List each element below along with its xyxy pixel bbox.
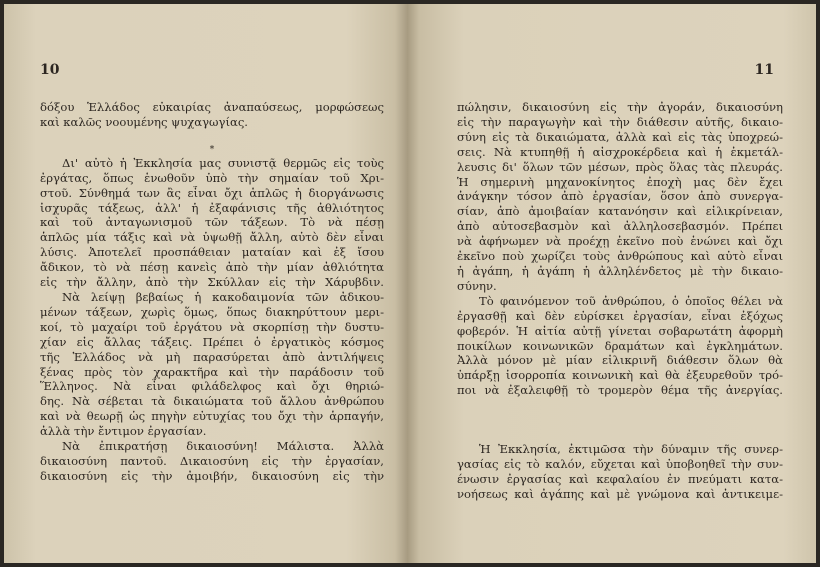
text-line: εἰς τὴν παραγωγὴν καὶ τὴν διάθεσιν αὐτῆς, δικαιο- [457, 114, 783, 129]
text-line: κοί, τὸ μαχαίρι τοῦ ἐργάτου νὰ σκορπίσῃ τὴν δυστυ- [40, 319, 384, 334]
text-line: Ἕλληνος. Νὰ εἶναι φιλάδελφος καὶ ὄχι θηριώ- [40, 379, 384, 394]
text-line: καὶ τοῦ ἀνταγωνισμοῦ τῶν τάξεων. Τὸ νὰ πέσῃ [40, 215, 384, 230]
section-separator: * [209, 144, 215, 155]
text-line: ποι νὰ ἐξαλειφθῇ τὸ τρομερὸν θέμα τῆς ἀνεργίας. [457, 383, 783, 398]
text-line: Νὰ ἐπικρατήσῃ δικαιοσύνη! Μάλιστα. Ἀλλὰ [62, 439, 384, 454]
spacer [40, 130, 384, 144]
text-line: Ἡ σημερινὴ μηχανοκίνητος ἐποχὴ μας δὲν ἔχει [457, 174, 783, 189]
text-line: καὶ νὰ θεωρῇ ὡς πηγὴν εὐτυχίας του ὄχι τὴν ἁρπαγήν, [40, 409, 384, 424]
text-line: στοῦ. Σύνθημά των ἂς εἶναι ὄχι ἁπλῶς ἡ διοργάνωσις [40, 185, 384, 200]
text-line: μένων τάξεων, χωρὶς ὅμως, ὅπως διακηρύττουν μερι- [40, 304, 384, 319]
text-line: ένωσιν ἐργασίας καὶ κεφαλαίου ἐν πνεύματι κατα- [457, 471, 783, 486]
text-line: γασίας εἰς τὸ καλόν, εὔχεται καὶ ὑποβοηθεῖ τὴν συν- [457, 457, 783, 472]
right-page [407, 4, 816, 563]
text-line: φοβερόν. Ἡ αἰτία αὐτῇ γίνεται σοβαρωτάτη ἀφορμὴ [457, 323, 783, 338]
text-line: ἀπὸ αὐτοσεβασμὸν καὶ ἀλληλοσεβασμόν. Πρέπει [457, 219, 783, 234]
right-page-text [457, 100, 783, 502]
text-line: ἡ ἀγάπη, ἡ ἀγάπη ἡ ἀλληλένδετος μὲ τὴν δικαιο- [457, 263, 783, 278]
text-line: σύνη εἰς τὰ δικαιώματα, ἀλλὰ καὶ εἰς τὰς ὑποχρεώ- [457, 129, 783, 144]
book-spread [4, 4, 816, 563]
text-line: δης. Νὰ σέβεται τὰ δικαιώματα τοῦ ἄλλου ἀνθρώπου [40, 394, 384, 409]
text-line: Δι' αὐτὸ ἡ Ἐκκλησία μας συνιστᾷ θερμῶς εἰς τοὺς [62, 155, 384, 170]
text-line: σίαν, ἀπὸ ἀμοιβαίαν κατανόησιν καὶ εἰλικρίνειαν, [457, 204, 783, 219]
text-line: ἰσχυρᾶς τάξεως, ἀλλ' ἡ ἐξαφάνισις τῆς ἀθλιότητος [40, 200, 384, 215]
text-line: λύσις. Ἀποτελεῖ προσπάθειαν ματαίαν καὶ ἐξ ἴσου [40, 245, 384, 260]
spacer [457, 398, 783, 420]
page-number-left: 10 [40, 62, 60, 78]
text-line: σεις. Νὰ κτυπηθῇ ἡ αἰσχροκέρδεια καὶ ἡ ἐκμετάλ- [457, 144, 783, 159]
text-line: εἰς τὴν ἄλλην, ἀπὸ τὴν Σκύλλαν εἰς τὴν Χάρυβδιν. [40, 275, 384, 290]
text-line: ξένας πρὸς τὸν χαρακτῆρα καὶ τὴν παράδοσιν τοῦ [40, 364, 384, 379]
text-line: ἀνάγκην τόσον ἀπὸ ἐργασίαν, ὅσον ἀπὸ συνεργα- [457, 189, 783, 204]
text-line: ἁπλῶς μία τάξις καὶ νὰ ὑψωθῇ ἄλλη, αὐτὸ δὲν εἶναι [40, 230, 384, 245]
text-line: Ἀλλὰ μόνον μὲ μίαν εἰλικρινῆ διάθεσιν ὅλων θὰ [457, 353, 783, 368]
text-line: σύνην. [457, 278, 497, 293]
text-line: τῆς Ἑλλάδος νὰ μὴ παρασύρεται ἀπὸ ἀντιλήψεις [40, 349, 384, 364]
text-line: πώλησιν, δικαιοσύνη εἰς τὴν ἀγοράν, δικαιοσύνη [457, 100, 783, 114]
text-line: ὑπάρξῃ ἰσορροπία κοινωνικὴ καὶ θὰ ἐξευρεθοῦν τρό- [457, 368, 783, 383]
text-line: χίαν εἰς ἄλλας τάξεις. Πρέπει ὁ ἐργατικὸς κόσμος [40, 334, 384, 349]
text-line: ἄδικον, τὸ νὰ πέσῃ κανεὶς ἀπὸ τὴν μίαν ἀθλιότητα [40, 260, 384, 275]
text-line: ἐργάτας, ὅπως ἑνωθοῦν ὑπὸ τὴν σημαίαν τοῦ Χρι- [40, 170, 384, 185]
text-line: ἀλλὰ τὴν ἔντιμον ἐργασίαν. [40, 424, 207, 439]
left-page-text [40, 100, 384, 484]
text-line: καὶ καλῶς νοουμένης ψυχαγωγίας. [40, 114, 248, 129]
page-number-right: 11 [754, 62, 774, 78]
text-line: Τὸ φαινόμενον τοῦ ἀνθρώπου, ὁ ὁποῖος θέλει νὰ [479, 293, 783, 308]
text-line: δικαιοσύνη εἰς τὴν ἀμοιβήν, δικαιοσύνη εἰς τὴν [40, 468, 384, 483]
text-line: λευσις δι' ὅλων τῶν μέσων, πρὸς ὅλας τὰς πλευράς. [457, 159, 783, 174]
text-line: νὰ ἀφήνωμεν νὰ προέχῃ ἐκεῖνο ποὺ ἑνώνει καὶ ὄχι [457, 234, 783, 249]
spacer [457, 420, 783, 442]
text-line: Νὰ λείψῃ βεβαίως ἡ κακοδαιμονία τῶν ἀδικου- [62, 289, 384, 304]
text-line: ποικίλων κοινωνικῶν δραμάτων καὶ ἐγκλημάτων. [457, 338, 783, 353]
text-line: δικαιοσύνη παντοῦ. Δικαιοσύνη εἰς τὴν ἐργασίαν, [40, 453, 384, 468]
left-page [4, 4, 407, 563]
text-line: ἐκεῖνο ποὺ χωρίζει τοὺς ἀνθρώπους καὶ αὐτὸ εἶναι [457, 249, 783, 264]
text-line: Ἡ Ἐκκλησία, ἐκτιμῶσα τὴν δύναμιν τῆς συνερ- [479, 442, 783, 457]
text-line: δόξου Ἑλλάδος εὐκαιρίας ἀναπαύσεως, μορφώσεως [40, 100, 384, 114]
text-line: νοήσεως καὶ ἀγάπης καὶ μὲ γνώμονα καὶ ἀντικειμε- [457, 486, 783, 501]
text-line: ἐργασθῇ καὶ δὲν εὑρίσκει ἐργασίαν, εἶναι ἐξόχως [457, 308, 783, 323]
